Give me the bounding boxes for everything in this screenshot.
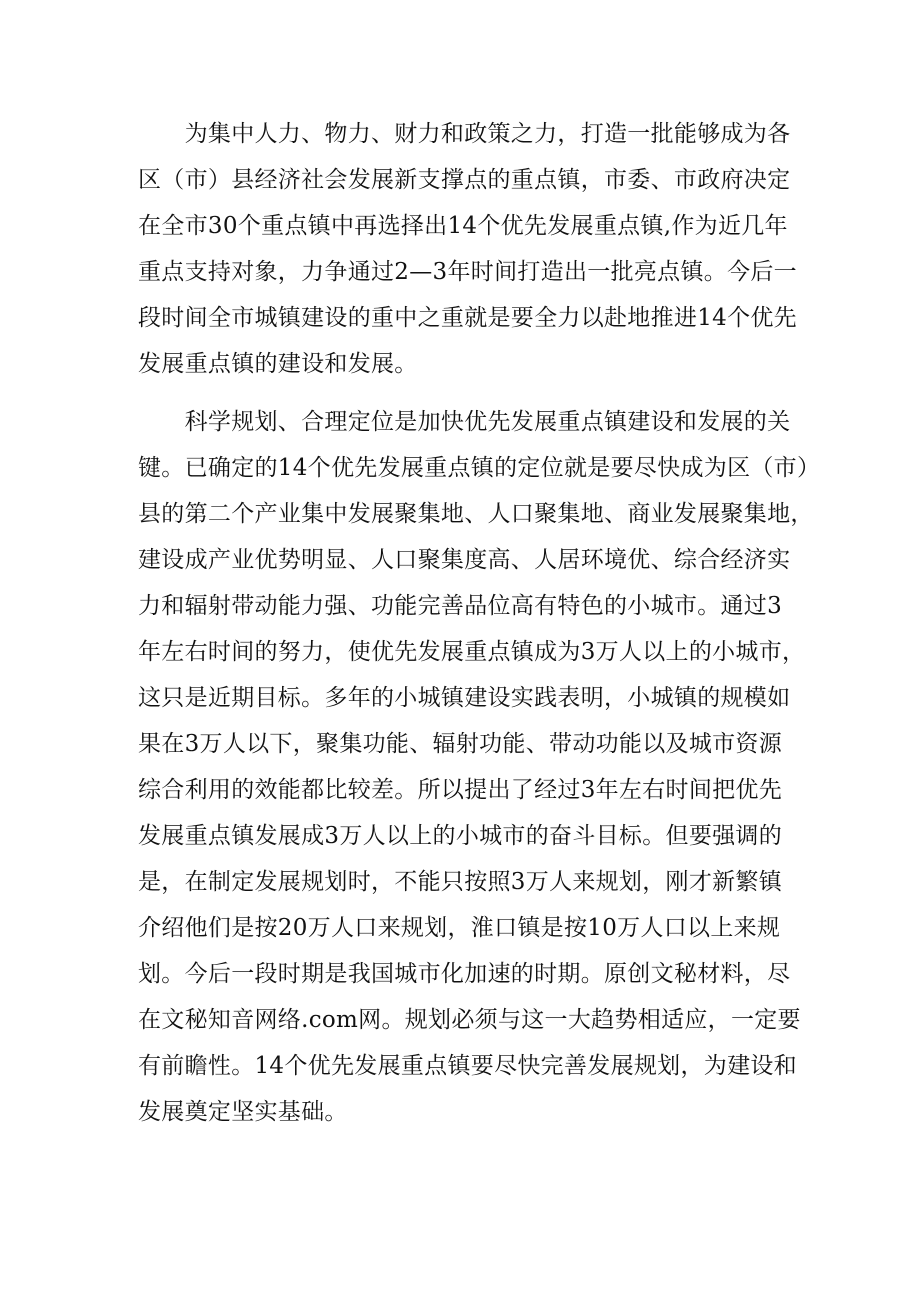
text-line: 在文秘知音网络.com网。规划必须与这一大趋势相适应，一定要 bbox=[138, 1007, 801, 1033]
text-line: 县的第二个产业集中发展聚集地、人口聚集地、商业发展聚集地， bbox=[138, 501, 814, 527]
text-line: 发展重点镇发展成3万人以上的小城市的奋斗目标。但要强调的 bbox=[138, 823, 783, 849]
text-line: 发展重点镇的建设和发展。 bbox=[138, 351, 418, 377]
text-line: 重点支持对象，力争通过2—3年时间打造出一批亮点镇。今后一 bbox=[138, 259, 797, 285]
paragraph-1 bbox=[138, 111, 798, 387]
text-line: 划。今后一段时期是我国城市化加速的时期。原创文秘材料，尽 bbox=[138, 961, 791, 987]
paragraph-2 bbox=[138, 399, 821, 1135]
text-line: 力和辐射带动能力强、功能完善品位高有特色的小城市。通过3 bbox=[138, 593, 783, 619]
text-line: 介绍他们是按20万人口来规划，淮口镇是按10万人口以上来规 bbox=[138, 915, 781, 941]
text-line: 区（市）县经济社会发展新支撑点的重点镇，市委、市政府决定 bbox=[138, 167, 791, 193]
text-line: 科学规划、合理定位是加快优先发展重点镇建设和发展的关 bbox=[138, 409, 791, 435]
text-line: 键。已确定的14个优先发展重点镇的定位就是要尽快成为区（市） bbox=[138, 455, 821, 481]
text-line: 综合利用的效能都比较差。所以提出了经过3年左右时间把优先 bbox=[138, 777, 783, 803]
text-line: 这只是近期目标。多年的小城镇建设实践表明，小城镇的规模如 bbox=[138, 685, 791, 711]
text-line: 有前瞻性。14个优先发展重点镇要尽快完善发展规划，为建设和 bbox=[138, 1053, 797, 1079]
text-line: 发展奠定坚实基础。 bbox=[138, 1099, 348, 1125]
text-line: 为集中人力、物力、财力和政策之力，打造一批能够成为各 bbox=[138, 121, 791, 147]
text-line: 建设成产业优势明显、人口聚集度高、人居环境优、综合经济实 bbox=[138, 547, 791, 573]
text-line: 段时间全市城镇建设的重中之重就是要全力以赴地推进14个优先 bbox=[138, 305, 797, 331]
text-line: 是，在制定发展规划时，不能只按照3万人来规划，刚才新繁镇 bbox=[138, 869, 783, 895]
text-line: 在全市30个重点镇中再选择出14个优先发展重点镇,作为近几年 bbox=[138, 213, 788, 239]
text-line: 年左右时间的努力，使优先发展重点镇成为3万人以上的小城市， bbox=[138, 639, 806, 665]
text-line: 果在3万人以下，聚集功能、辐射功能、带动功能以及城市资源 bbox=[138, 731, 783, 757]
